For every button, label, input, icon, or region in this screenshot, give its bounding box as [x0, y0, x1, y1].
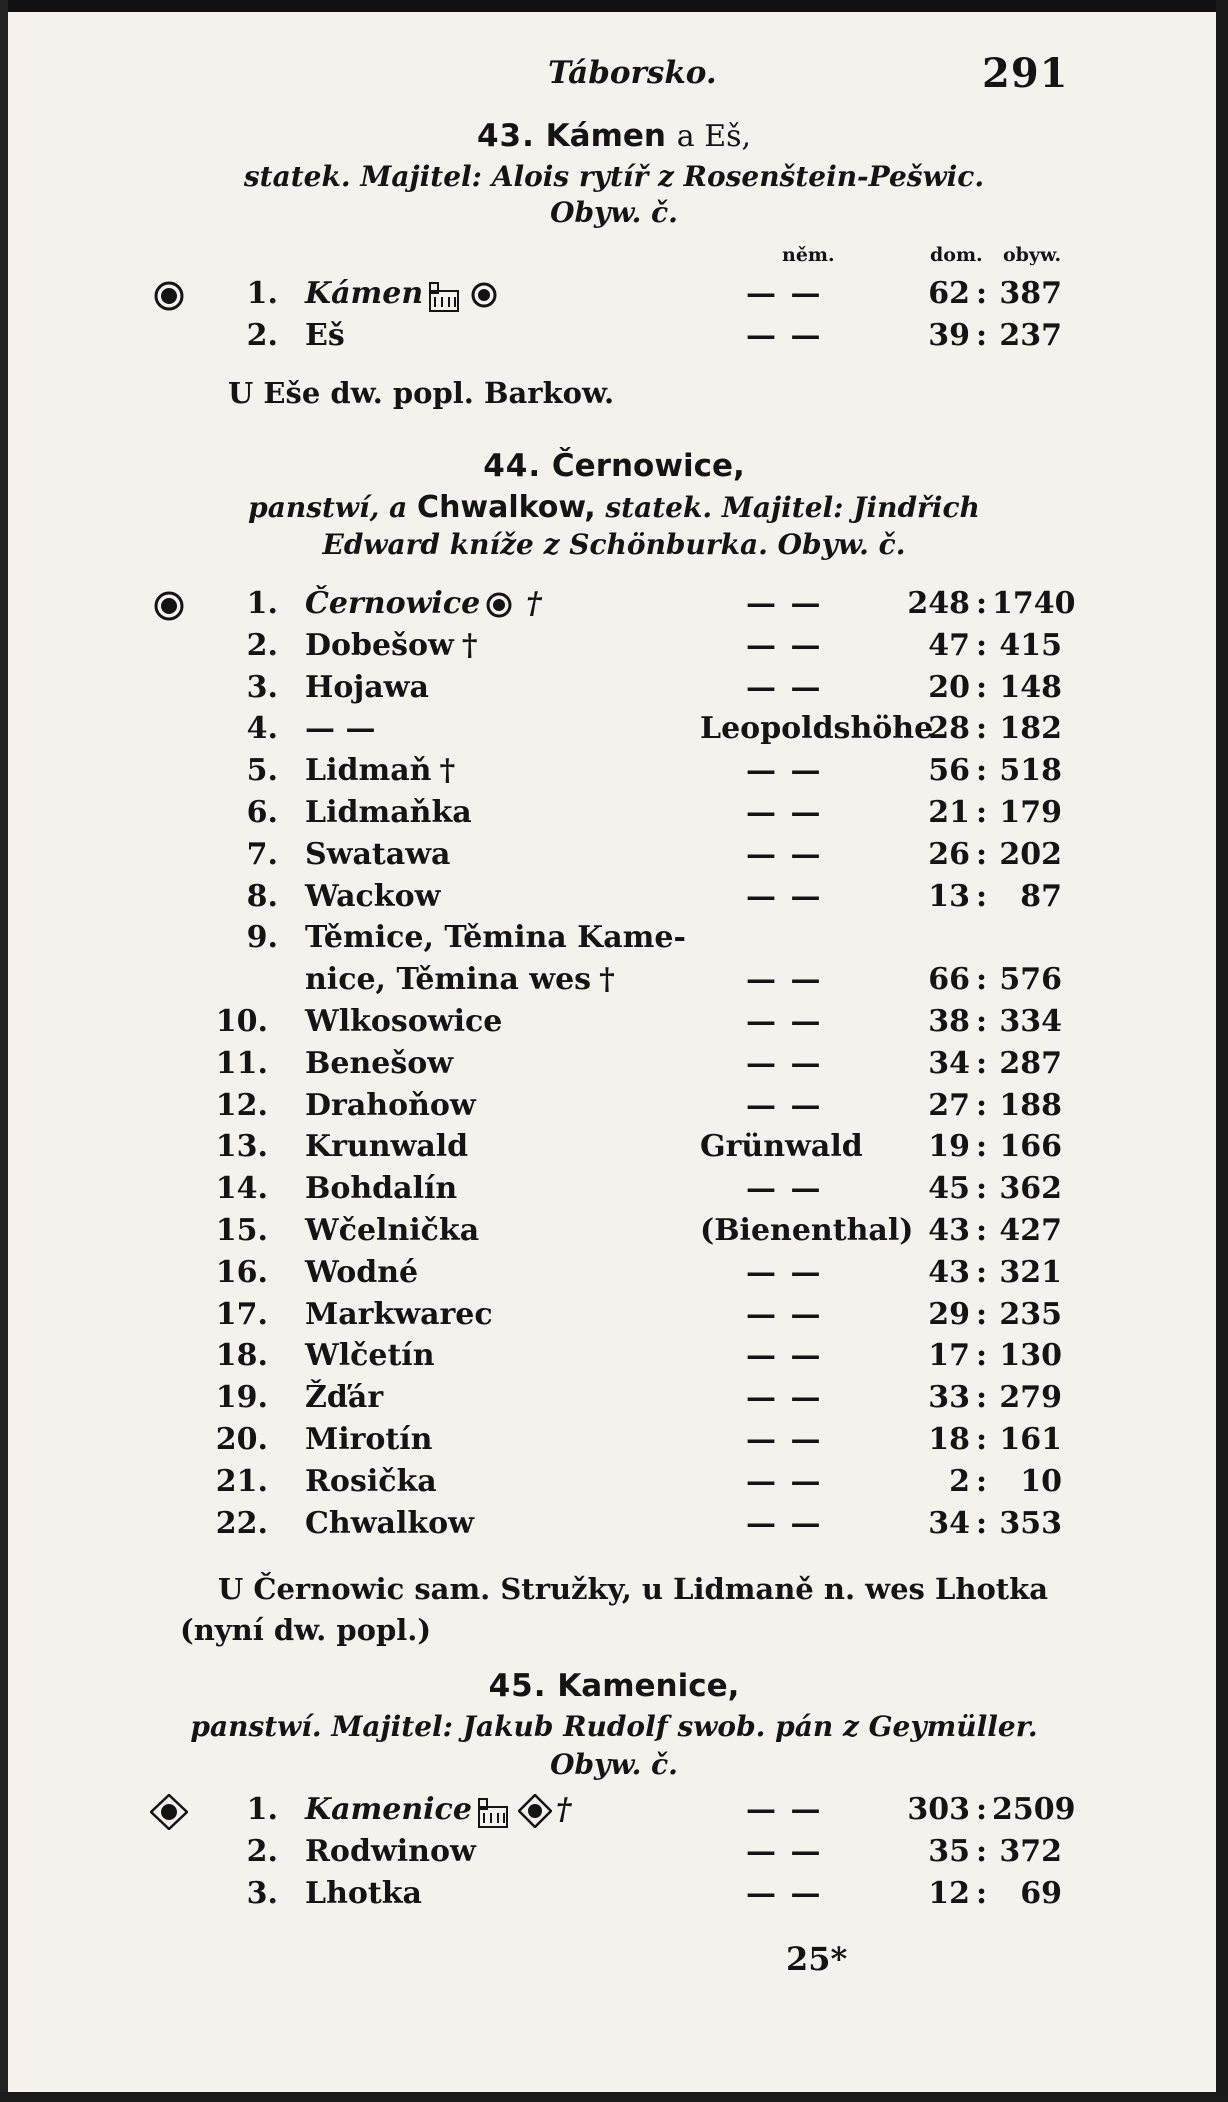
dash-placeholder: — —	[746, 670, 823, 705]
inhabitants-count: 321	[999, 1255, 1062, 1290]
table-row: 21. Rosička — — 2 : 10	[215, 1464, 1062, 1499]
table-row: 7. Swatawa — — 26 : 202	[246, 837, 1062, 872]
table-row: 17. Markwarec — — 29 : 235	[215, 1297, 1062, 1332]
houses-count: 33	[928, 1380, 970, 1415]
table-row	[0, 962, 1228, 1002]
houses-count: 34	[928, 1506, 970, 1541]
place-name: Lidmaňka	[305, 795, 472, 830]
separator: :	[976, 1213, 988, 1248]
dash-placeholder: — —	[746, 962, 823, 997]
separator: :	[976, 837, 988, 872]
town-circle-icon	[469, 280, 499, 310]
houses-count: 43	[928, 1213, 970, 1248]
inhabitants-count: 130	[999, 1338, 1062, 1373]
place-name: Dobešow †	[305, 628, 478, 663]
dash-placeholder: — —	[746, 1297, 823, 1332]
inhabitants-count: 166	[999, 1129, 1062, 1164]
separator: :	[976, 1380, 988, 1415]
table-row: 16. Wodné — — 43 : 321	[215, 1255, 1062, 1290]
column-header-nem: něm.	[782, 244, 835, 266]
dash-placeholder: — —	[746, 1171, 823, 1206]
castle-icon	[427, 277, 461, 313]
inhabitants-count: 188	[999, 1088, 1062, 1123]
dash-placeholder: — —	[746, 837, 823, 872]
castle-icon	[476, 1793, 510, 1829]
church-cross-icon: †	[555, 1792, 572, 1827]
dash-placeholder: — —	[746, 753, 823, 788]
table-row: 2. Dobešow † — — 47 : 415	[246, 628, 1062, 663]
inhabitants-count: 279	[999, 1380, 1062, 1415]
table-row: 11. Benešow — — 34 : 287	[215, 1046, 1062, 1081]
church-cross-icon: †	[439, 753, 456, 788]
houses-count: 66	[928, 962, 970, 997]
table-row: 9. Těmice, Těmina Kame-	[246, 920, 686, 955]
table-row: 12. Drahoňow — — 27 : 188	[215, 1088, 1062, 1123]
place-name: Chwalkow	[305, 1506, 474, 1541]
section-45-desc-line1: panstwí. Majitel: Jakub Rudolf swob. pán z Geymüller.	[190, 1710, 1038, 1743]
place-name: Krunwald	[305, 1129, 469, 1164]
separator: :	[976, 1046, 988, 1081]
houses-count: 47	[928, 628, 970, 663]
place-name: Kamenice †	[305, 1792, 572, 1827]
separator: :	[976, 962, 988, 997]
section-45-desc-line2: Obyw. č.	[550, 1748, 678, 1781]
separator: :	[976, 1464, 988, 1499]
inhabitants-count: 148	[999, 670, 1062, 705]
separator: :	[976, 1088, 988, 1123]
section-43-note: U Eše dw. popl. Barkow.	[228, 376, 615, 410]
inhabitants-count: 334	[999, 1004, 1062, 1039]
inhabitants-count: 182	[999, 711, 1062, 746]
scan-border-bottom	[0, 2092, 1228, 2102]
section-45-title: 45. Kamenice,	[488, 1668, 740, 1704]
table-row: 19. Žďár — — 33 : 279	[215, 1380, 1062, 1415]
separator: :	[976, 753, 988, 788]
town-circle-icon	[484, 590, 514, 620]
place-name: Černowice †	[305, 586, 542, 621]
german-name: Leopoldshöhe	[700, 711, 934, 746]
houses-count: 27	[928, 1088, 970, 1123]
separator: :	[976, 628, 988, 663]
diamond-circle-icon	[150, 1794, 188, 1830]
place-name: — —	[305, 711, 376, 746]
inhabitants-count: 87	[1020, 879, 1062, 914]
table-row: 3. Hojawa — — 20 : 148	[246, 670, 1062, 705]
church-cross-icon: †	[599, 962, 615, 997]
houses-count: 21	[928, 795, 970, 830]
houses-count: 18	[928, 1422, 970, 1457]
section-44-title: 44. Černowice,	[483, 448, 745, 484]
inhabitants-count: 235	[999, 1297, 1062, 1332]
place-name: Wlkosowice	[305, 1004, 503, 1039]
inhabitants-count: 427	[999, 1213, 1062, 1248]
separator: :	[976, 1422, 988, 1457]
houses-count: 20	[928, 670, 970, 705]
inhabitants-count: 10	[1020, 1464, 1062, 1499]
german-name: (Bienenthal)	[700, 1213, 914, 1248]
column-header-obyw: obyw.	[1003, 244, 1062, 266]
german-name: Grünwald	[700, 1129, 863, 1164]
houses-count: 34	[928, 1046, 970, 1081]
section-44-desc-line2: Edward kníže z Schönburka. Obyw. č.	[322, 528, 906, 561]
separator: :	[976, 1004, 988, 1039]
dash-placeholder: — —	[746, 1338, 823, 1373]
place-name: Drahoňow	[305, 1088, 476, 1123]
column-header-dom: dom.	[930, 244, 983, 266]
inhabitants-count: 353	[999, 1506, 1062, 1541]
houses-count: 56	[928, 753, 970, 788]
church-cross-icon: †	[461, 628, 478, 663]
dash-placeholder: — —	[746, 1422, 823, 1457]
separator: :	[976, 1297, 988, 1332]
dash-placeholder: — —	[746, 586, 823, 621]
table-row: 18. Wlčetín — — 17 : 130	[215, 1338, 1062, 1373]
table-row: 15. Wčelnička (Bienenthal) 43 : 427	[215, 1213, 1062, 1248]
place-name: Wodné	[305, 1255, 419, 1290]
separator: :	[976, 795, 988, 830]
table-row: 14. Bohdalín — — 45 : 362	[215, 1171, 1062, 1206]
place-name: nice, Těmina wes †	[305, 962, 615, 997]
table-row: 8. Wackow — — 13 : 87	[246, 879, 1062, 914]
place-name: Markwarec	[305, 1297, 493, 1332]
inhabitants-count: 202	[999, 837, 1062, 872]
dash-placeholder: — —	[746, 1088, 823, 1123]
separator: :	[976, 1255, 988, 1290]
section-44-note-line2: (nyní dw. popl.)	[180, 1613, 432, 1647]
houses-count: 248	[907, 586, 970, 621]
place-name: Bohdalín	[305, 1171, 458, 1206]
table-row: 1. Kamenice † — — 303 : 2509	[0, 1792, 1228, 1832]
inhabitants-count: 161	[999, 1422, 1062, 1457]
separator: :	[976, 1338, 988, 1373]
church-cross-icon: †	[526, 586, 542, 621]
dash-placeholder: — —	[746, 1255, 823, 1290]
dash-placeholder: — —	[746, 1046, 823, 1081]
dash-placeholder: — —	[746, 1464, 823, 1499]
inhabitants-count: 1740	[992, 586, 1076, 621]
separator: :	[976, 1506, 988, 1541]
houses-count: 2	[949, 1464, 970, 1499]
separator: :	[976, 586, 988, 621]
town-circle-icon	[150, 588, 188, 624]
table-row: 13. Krunwald Grünwald 19 : 166	[215, 1129, 1062, 1164]
houses-count: 28	[928, 711, 970, 746]
place-name: Wackow	[305, 879, 441, 914]
place-name: Lidmaň †	[305, 753, 456, 788]
table-row: 10. Wlkosowice — — 38 : 334	[215, 1004, 1062, 1039]
section-43-desc-line2: Obyw. č.	[550, 196, 678, 229]
dash-placeholder: — —	[746, 1004, 823, 1039]
houses-count: 13	[928, 879, 970, 914]
place-name: Benešow	[305, 1046, 454, 1081]
table-row: 4. — — Leopoldshöhe 28 : 182	[246, 711, 1062, 746]
inhabitants-count: 287	[999, 1046, 1062, 1081]
inhabitants-count: 362	[999, 1171, 1062, 1206]
place-name: Hojawa	[305, 670, 429, 705]
table-row: 5. Lidmaň † — — 56 : 518	[246, 753, 1062, 788]
houses-count: 38	[928, 1004, 970, 1039]
separator: :	[976, 1171, 988, 1206]
town-circle-icon	[150, 278, 188, 314]
table-row: 1. Kámen — — 62 : 387	[0, 276, 1228, 316]
houses-count: 43	[928, 1255, 970, 1290]
diamond-circle-icon	[518, 1794, 552, 1828]
inhabitants-count: 179	[999, 795, 1062, 830]
table-row: 3. Lhotka — — 12 : 69	[246, 1876, 1062, 1911]
dash-placeholder: — —	[746, 628, 823, 663]
dash-placeholder: — —	[746, 1380, 823, 1415]
houses-count: 45	[928, 1171, 970, 1206]
dash-placeholder: — —	[746, 1506, 823, 1541]
dash-placeholder: — —	[746, 795, 823, 830]
place-name: Mirotín	[305, 1422, 433, 1457]
separator: :	[976, 879, 988, 914]
inhabitants-count: 518	[999, 753, 1062, 788]
inhabitants-count: 576	[999, 962, 1062, 997]
section-43-desc-line1: statek. Majitel: Alois rytíř z Rosenštein-Pešwic.	[243, 160, 985, 193]
table-row: 1. Černowice † — — 248 : 1740	[0, 586, 1228, 626]
table-row: 6. Lidmaňka — — 21 : 179	[246, 795, 1062, 830]
place-name: Wčelnička	[305, 1213, 480, 1248]
houses-count: 17	[928, 1338, 970, 1373]
table-row: 2. Rodwinow — — 35 : 372	[246, 1834, 1062, 1869]
section-44-note-line1: U Černowic sam. Stružky, u Lidmaně n. wes Lhotka	[218, 1572, 1049, 1606]
signature-mark: 25*	[786, 1940, 848, 1978]
running-header: Táborsko.	[548, 55, 717, 91]
separator: :	[976, 670, 988, 705]
dash-placeholder: — —	[746, 879, 823, 914]
place-name: Swatawa	[305, 837, 451, 872]
separator: :	[976, 711, 988, 746]
place-name: Těmice, Těmina Kame-	[305, 920, 686, 955]
inhabitants-count: 415	[999, 628, 1062, 663]
place-name: Wlčetín	[305, 1338, 435, 1373]
place-name: Žďár	[305, 1380, 384, 1415]
page-number: 291	[982, 50, 1069, 97]
place-name: Kámen	[305, 276, 503, 313]
table-row: 2. Eš — — 39 : 237	[246, 318, 1062, 353]
table-row: 20. Mirotín — — 18 : 161	[215, 1422, 1062, 1457]
houses-count: 26	[928, 837, 970, 872]
section-44-desc-line1: panstwí, a Chwalkow, statek. Majitel: Jindřich	[248, 490, 980, 525]
section-43-title: 43. Kámen a Eš,	[476, 118, 752, 154]
houses-count: 29	[928, 1297, 970, 1332]
separator: :	[976, 1129, 988, 1164]
place-name: Rosička	[305, 1464, 437, 1499]
houses-count: 19	[928, 1129, 970, 1164]
scan-border-top	[0, 0, 1228, 12]
table-row: 22. Chwalkow — — 34 : 353	[215, 1506, 1062, 1541]
